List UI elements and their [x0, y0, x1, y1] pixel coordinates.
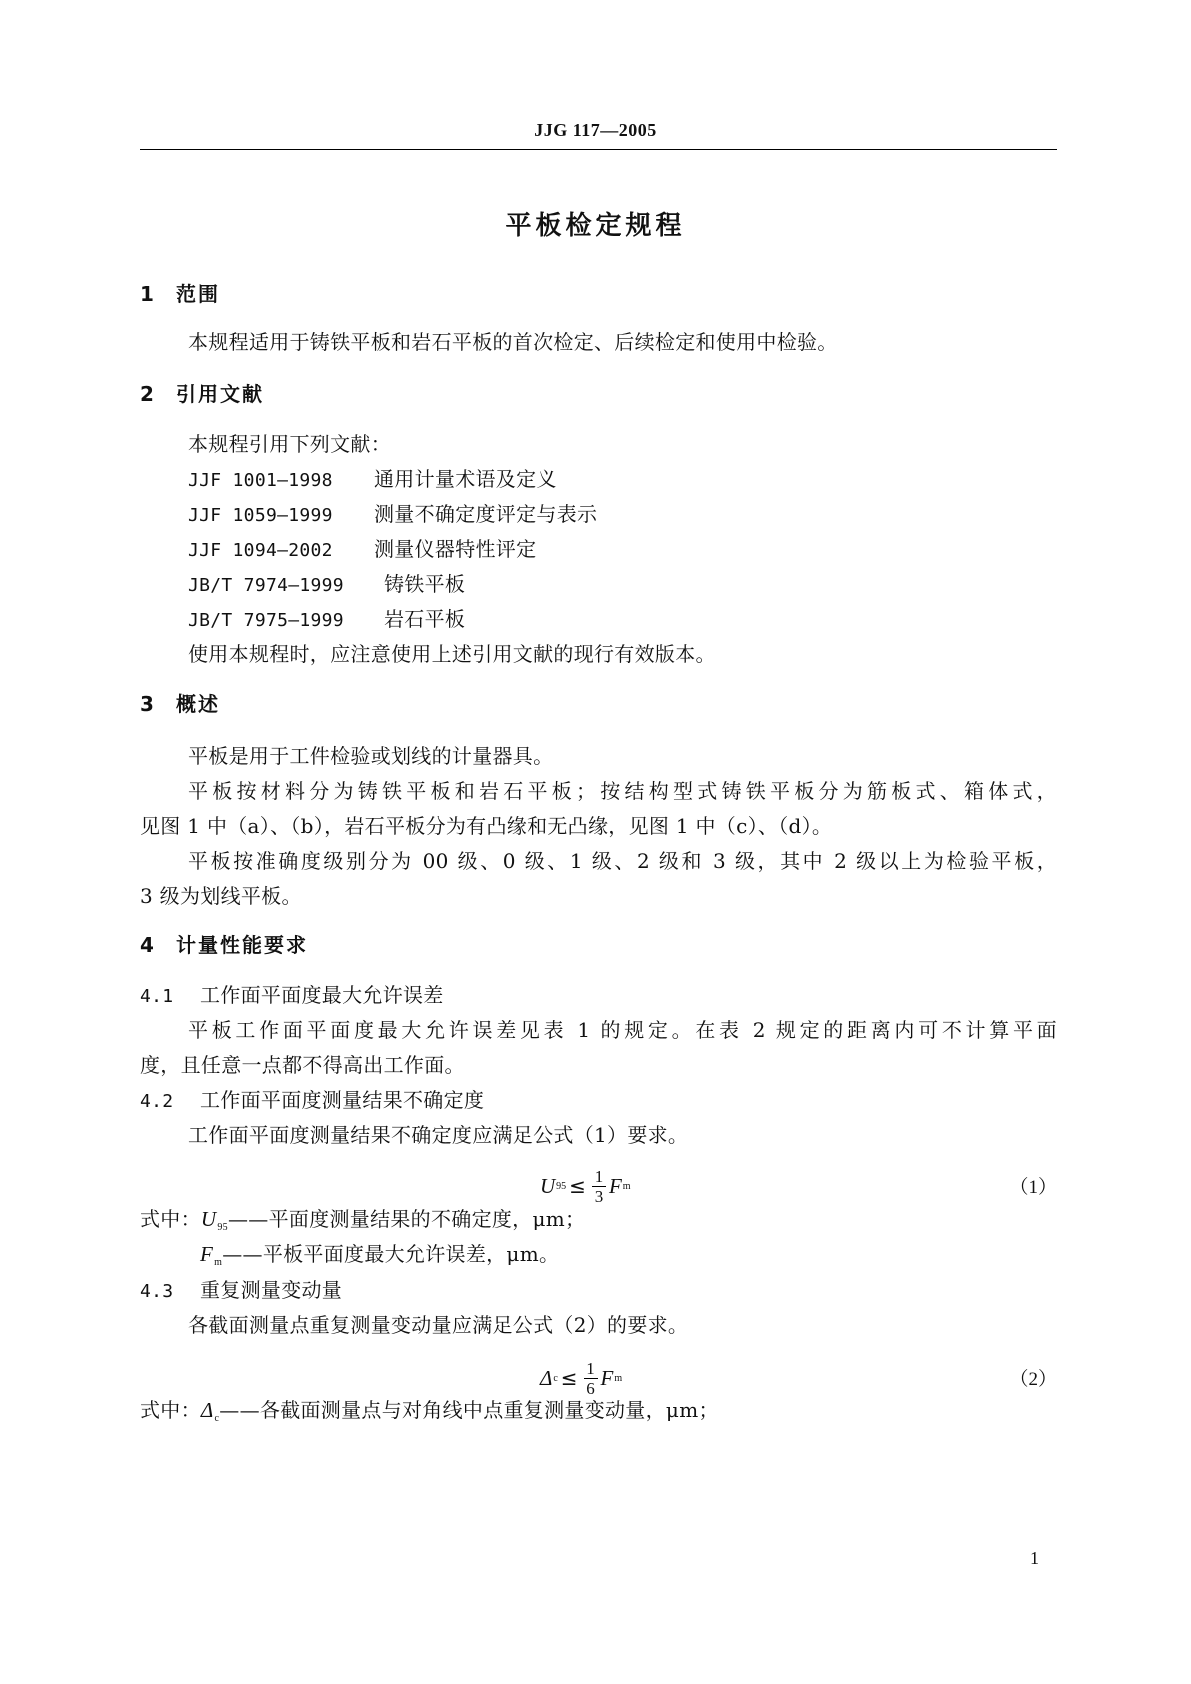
- reference-name: 通用计量术语及定义: [374, 467, 557, 491]
- page-number: 1: [1030, 1548, 1039, 1568]
- subsection-4-2-heading: [140, 1086, 1057, 1116]
- references-intro: 本规程引用下列文献：: [188, 432, 391, 456]
- formula-fraction: [592, 1167, 606, 1206]
- formula-rhs-subscript: m: [622, 1180, 631, 1192]
- section-title: 范围: [176, 282, 220, 306]
- section-4-heading: [140, 931, 1057, 959]
- reference-code: JJF 1059—1999: [188, 505, 333, 526]
- reference-code: JJF 1094—2002: [188, 540, 333, 561]
- reference-name: 测量不确定度评定与表示: [374, 502, 598, 526]
- formula-number: （2）: [1009, 1369, 1057, 1390]
- formula-lhs-subscript: 95: [556, 1180, 567, 1192]
- reference-code: JB/T 7975—1999: [188, 610, 344, 631]
- subsection-number: 4.2: [140, 1091, 174, 1112]
- symbol: F: [200, 1242, 214, 1266]
- section-number: 2: [140, 382, 154, 406]
- reference-code: JB/T 7974—1999: [188, 575, 344, 596]
- subsection-4-1-heading: [140, 981, 1057, 1011]
- definition-text: ——各截面测量点与对角线中点重复测量变动量，μm；: [219, 1398, 719, 1422]
- formula-1-definition-1: [140, 1205, 1057, 1242]
- section-title: 引用文献: [176, 382, 264, 406]
- fraction-denominator: 3: [594, 1186, 604, 1206]
- formula-2-definition-1: [140, 1396, 1057, 1433]
- reference-item: [188, 570, 1057, 600]
- symbol: U: [200, 1207, 217, 1231]
- overview-paragraph-2-line-2: 见图 1 中（a）、（b），岩石平板分为有凸缘和无凸缘，见图 1 中（c）、（d）。: [140, 814, 833, 838]
- symbol-subscript: m: [214, 1257, 223, 1268]
- formula-rhs: F: [608, 1173, 622, 1198]
- where-label: 式中：: [140, 1398, 201, 1422]
- fraction-numerator: 1: [586, 1358, 595, 1378]
- definition-text: ——平板平面度最大允许误差，μm。: [222, 1242, 560, 1266]
- section-number: 4: [140, 933, 154, 957]
- subsection-title: 重复测量变动量: [200, 1278, 343, 1302]
- reference-item: [188, 500, 1057, 530]
- formula-lhs: Δ: [540, 1365, 553, 1390]
- formula-lhs-subscript: c: [553, 1372, 558, 1384]
- definition-text: ——平面度测量结果的不确定度，μm；: [227, 1207, 586, 1231]
- standard-code-header: JJG 117—2005: [534, 120, 657, 140]
- formula-fraction: [584, 1359, 598, 1398]
- subsection-number: 4.1: [140, 986, 174, 1007]
- reference-item: [188, 465, 1057, 495]
- formula-relation: ≤: [569, 1174, 586, 1198]
- section-3-heading: [140, 690, 1057, 718]
- fraction-numerator: 1: [594, 1166, 604, 1186]
- references-outro: 使用本规程时，应注意使用上述引用文献的现行有效版本。: [188, 642, 716, 666]
- fraction-denominator: 6: [586, 1378, 595, 1398]
- reference-item: [188, 605, 1057, 635]
- page-title: 平板检定规程: [505, 211, 686, 241]
- header-rule: [140, 149, 1057, 150]
- subsection-4-3-text: 各截面测量点重复测量变动量应满足公式（2）的要求。: [188, 1313, 689, 1337]
- reference-name: 测量仪器特性评定: [374, 537, 537, 561]
- subsection-title: 工作面平面度测量结果不确定度: [200, 1088, 485, 1112]
- subsection-4-2-text: 工作面平面度测量结果不确定度应满足公式（1）要求。: [188, 1123, 689, 1147]
- subsection-title: 工作面平面度最大允许误差: [200, 983, 444, 1007]
- reference-name: 岩石平板: [384, 607, 466, 631]
- subsection-4-3-heading: [140, 1276, 1057, 1306]
- formula-1-definition-2: [200, 1240, 1057, 1277]
- overview-paragraph-3-line-1: 平板按准确度级别分为 00 级、0 级、1 级、2 级和 3 级，其中 2 级以上为检验平板，: [188, 849, 1057, 873]
- symbol-subscript: c: [214, 1413, 220, 1424]
- subsection-4-1-text-line-1: 平板工作面平面度最大允许误差见表 1 的规定。在表 2 规定的距离内可不计算平面: [188, 1018, 1057, 1042]
- reference-code: JJF 1001—1998: [188, 470, 333, 491]
- formula-relation: ≤: [560, 1366, 578, 1390]
- section-2-heading: [140, 380, 1057, 408]
- section-number: 3: [140, 692, 154, 716]
- subsection-4-1-text-line-2: 度，且任意一点都不得高出工作面。: [140, 1053, 465, 1077]
- symbol-subscript: 95: [217, 1222, 228, 1233]
- section-1-heading: [140, 280, 1057, 308]
- overview-paragraph-2-line-1: 平板按材料分为铸铁平板和岩石平板；按结构型式铸铁平板分为筋板式、箱体式，: [188, 779, 1057, 803]
- overview-paragraph-3-line-2: 3 级为划线平板。: [140, 884, 302, 908]
- formula-lhs: U: [540, 1173, 556, 1198]
- overview-paragraph-1: 平板是用于工件检验或划线的计量器具。: [188, 744, 554, 768]
- section-title: 计量性能要求: [176, 933, 308, 957]
- section-1-paragraph: 本规程适用于铸铁平板和岩石平板的首次检定、后续检定和使用中检验。: [188, 330, 838, 354]
- formula-number: （1）: [1009, 1177, 1057, 1198]
- subsection-number: 4.3: [140, 1281, 174, 1302]
- formula-rhs-subscript: m: [614, 1372, 623, 1384]
- section-title: 概述: [176, 692, 220, 716]
- symbol: Δ: [200, 1398, 214, 1422]
- formula-rhs: F: [600, 1365, 614, 1390]
- where-label: 式中：: [140, 1207, 201, 1231]
- section-number: 1: [140, 282, 154, 306]
- reference-item: [188, 535, 1057, 565]
- reference-name: 铸铁平板: [384, 572, 466, 596]
